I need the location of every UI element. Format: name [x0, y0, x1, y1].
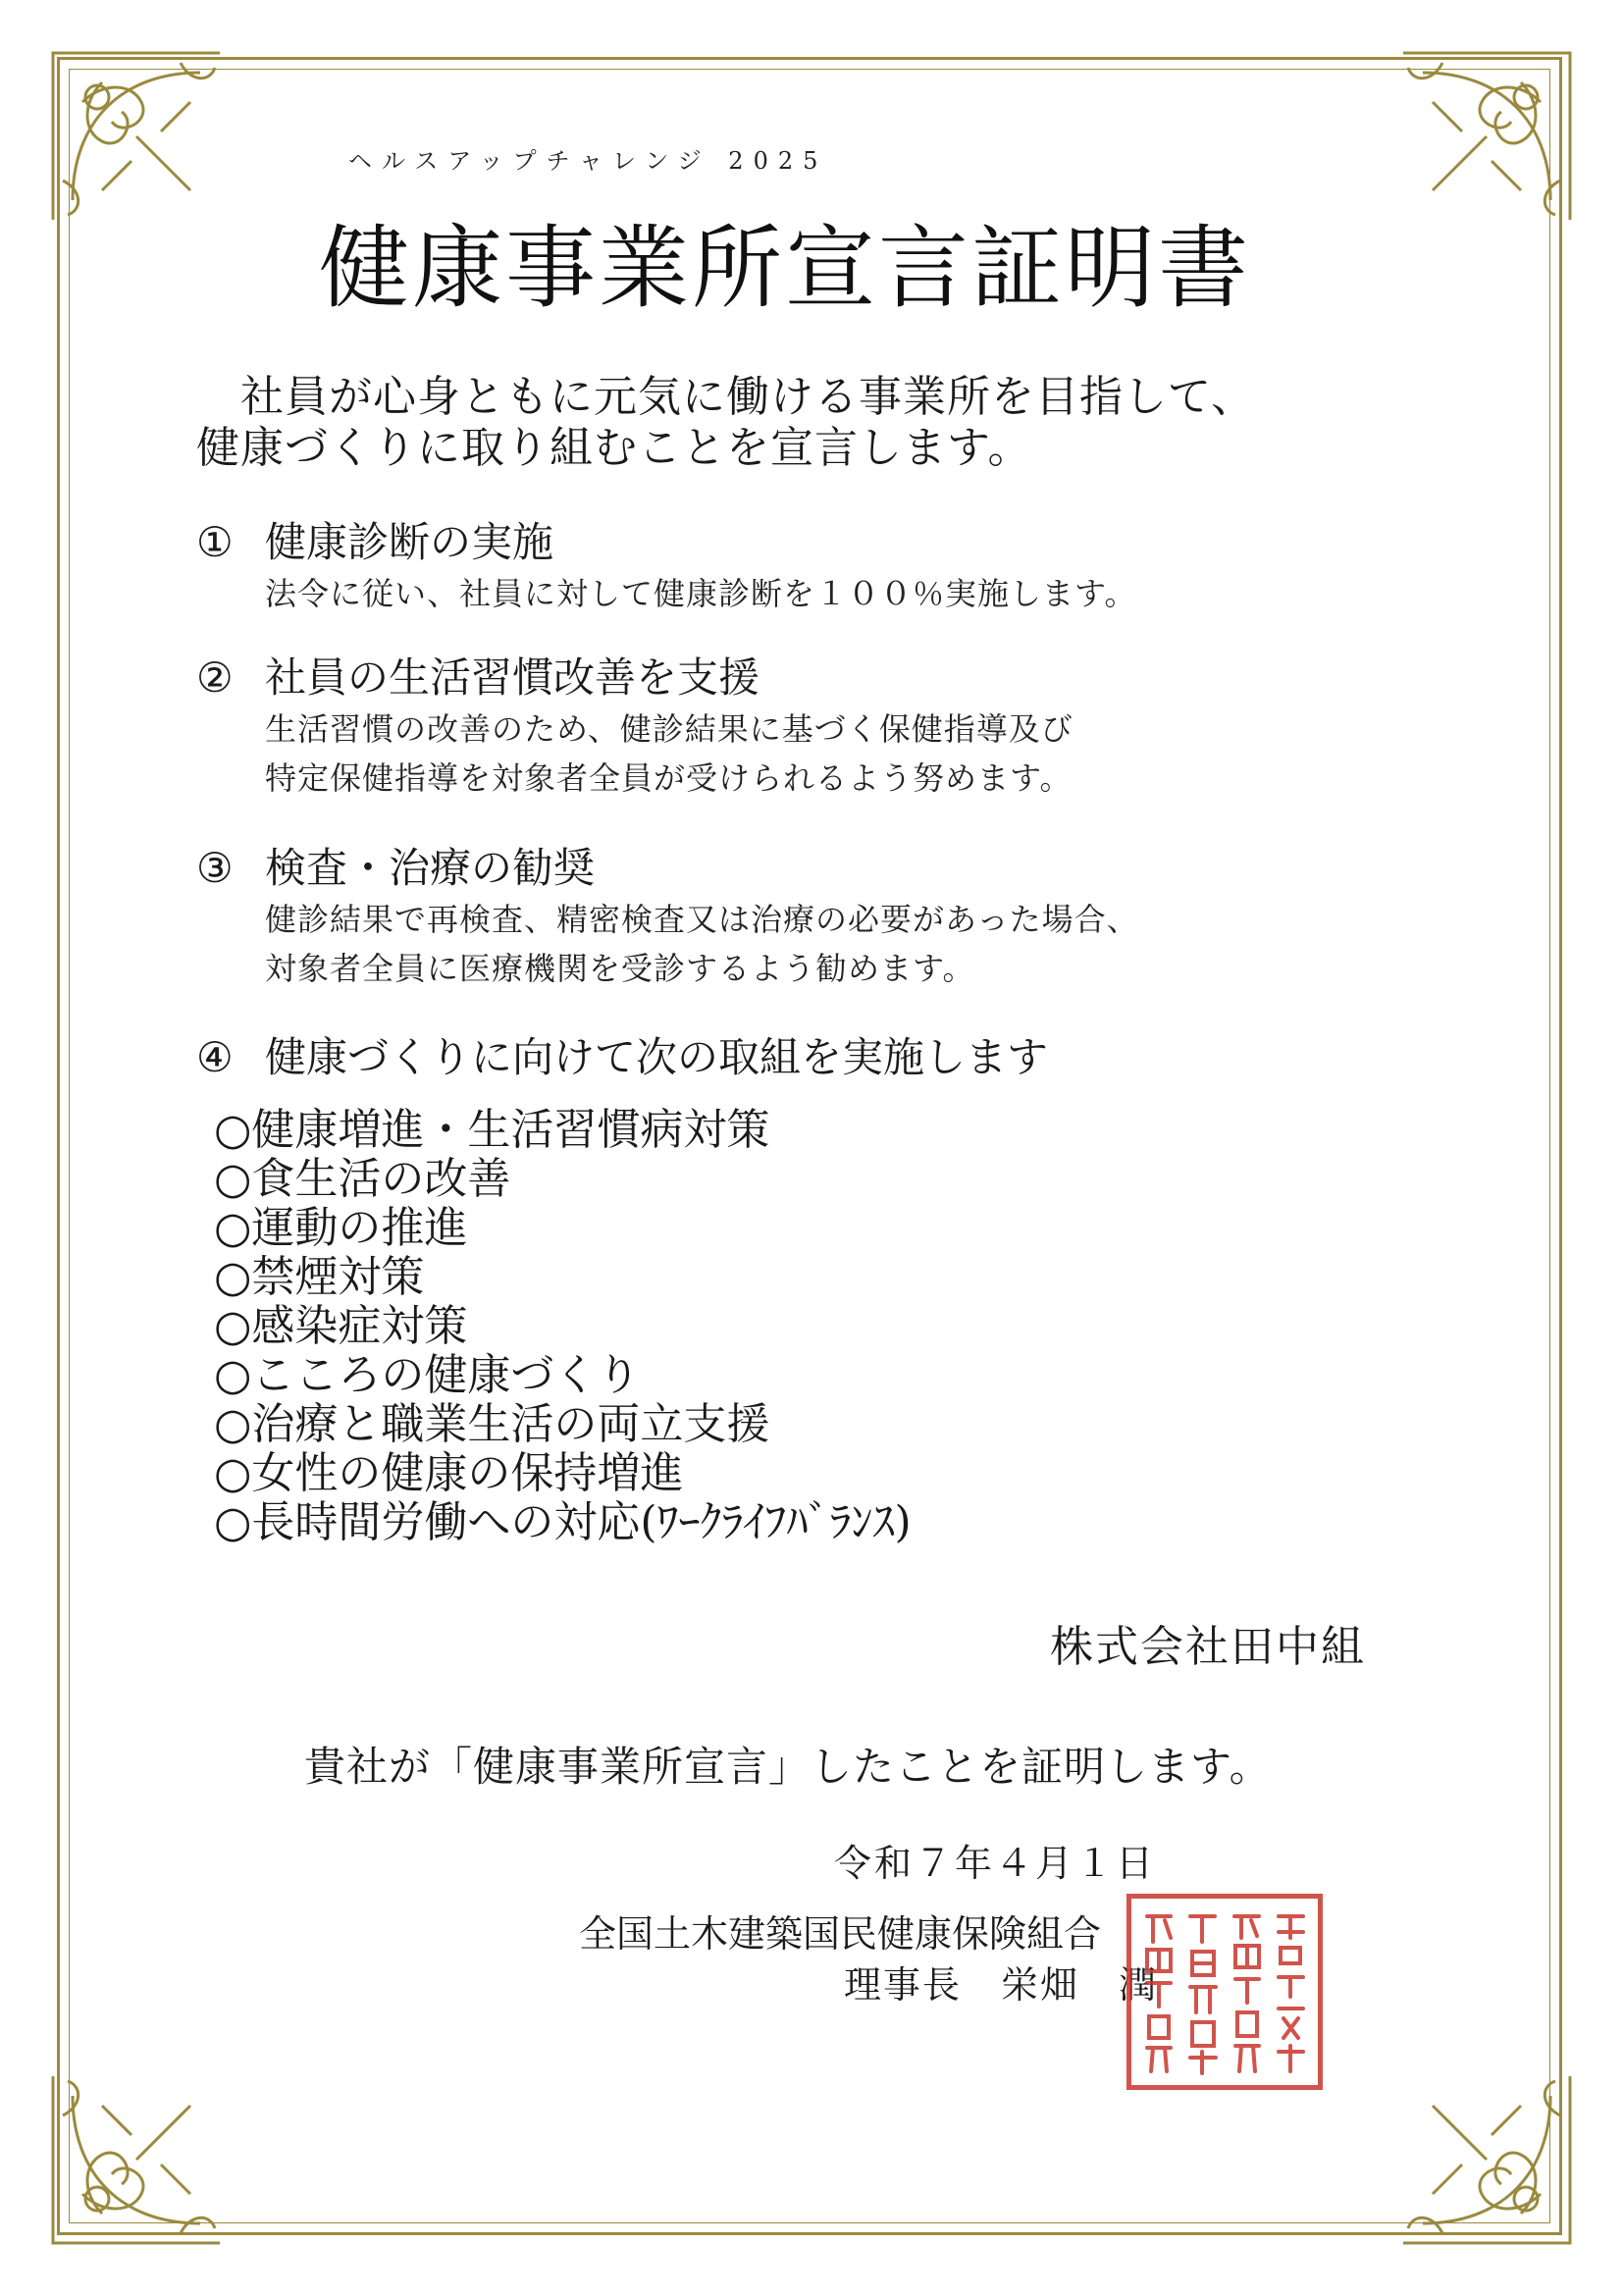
list-item: ○治療と職業生活の両立支援: [214, 1399, 770, 1449]
section-title: 社員の生活習慣改善を支援: [265, 653, 760, 702]
issue-date: 令和７年４月１日: [834, 1842, 1157, 1885]
issuer-chairman: 理事長 栄畑 潤: [844, 1963, 1159, 2007]
list-item: ○運動の推進: [214, 1203, 468, 1253]
section-title: 健康づくりに向けて次の取組を実施します: [265, 1033, 1049, 1081]
list-item: ○感染症対策: [214, 1301, 468, 1351]
section-number: ③: [196, 844, 234, 892]
section-3-line-2: 対象者全員に医療機関を受診するよう勧めます。: [265, 950, 975, 987]
company-name: 株式会社田中組: [1050, 1622, 1366, 1672]
section-1-line-1: 法令に従い、社員に対して健康診断を１００％実施します。: [265, 575, 1137, 612]
issuer-organization: 全国土木建築国民健康保険組合: [579, 1912, 1102, 1956]
corner-ornament-icon: [1393, 2066, 1580, 2253]
corner-ornament-icon: [1393, 43, 1580, 230]
section-title: 健康診断の実施: [265, 518, 554, 566]
corner-ornament-icon: [43, 43, 230, 230]
section-1-heading: [196, 510, 553, 569]
section-2-heading: [196, 646, 759, 704]
list-item: ○健康増進・生活習慣病対策: [214, 1105, 770, 1155]
certificate-title: 健康事業所宣言証明書: [319, 216, 1252, 321]
intro-line-2: 健康づくりに取り組むことを宣言します。: [196, 423, 1032, 473]
section-3-heading: [196, 836, 595, 895]
corner-ornament-icon: [43, 2066, 230, 2253]
official-seal-icon: [1126, 1894, 1323, 2090]
section-2-line-2: 特定保健指導を対象者全員が受けられるよう努めます。: [265, 759, 1073, 797]
section-title: 検査・治療の勧奨: [265, 844, 596, 892]
section-4-heading: [196, 1025, 1048, 1084]
certificate-kicker: ヘルスアップチャレンジ 2025: [348, 147, 828, 175]
intro-line-1: 社員が心身ともに元気に働ける事業所を目指して、: [240, 372, 1256, 422]
section-number: ①: [196, 518, 234, 566]
list-item: ○長時間労働への対応(ﾜｰｸﾗｲﾌﾊﾞﾗﾝｽ): [214, 1497, 912, 1547]
list-item: ○食生活の改善: [214, 1154, 511, 1204]
section-number: ②: [196, 653, 234, 702]
certification-statement: 貴社が「健康事業所宣言」したことを証明します。: [304, 1743, 1272, 1791]
list-item: ○女性の健康の保持増進: [214, 1448, 684, 1498]
list-item: ○禁煙対策: [214, 1252, 425, 1302]
list-item: ○こころの健康づくり: [214, 1350, 641, 1400]
section-number: ④: [196, 1033, 234, 1081]
section-3-line-1: 健診結果で再検査、精密検査又は治療の必要があった場合、: [265, 901, 1139, 938]
section-2-line-1: 生活習慣の改善のため、健診結果に基づく保健指導及び: [265, 710, 1073, 748]
